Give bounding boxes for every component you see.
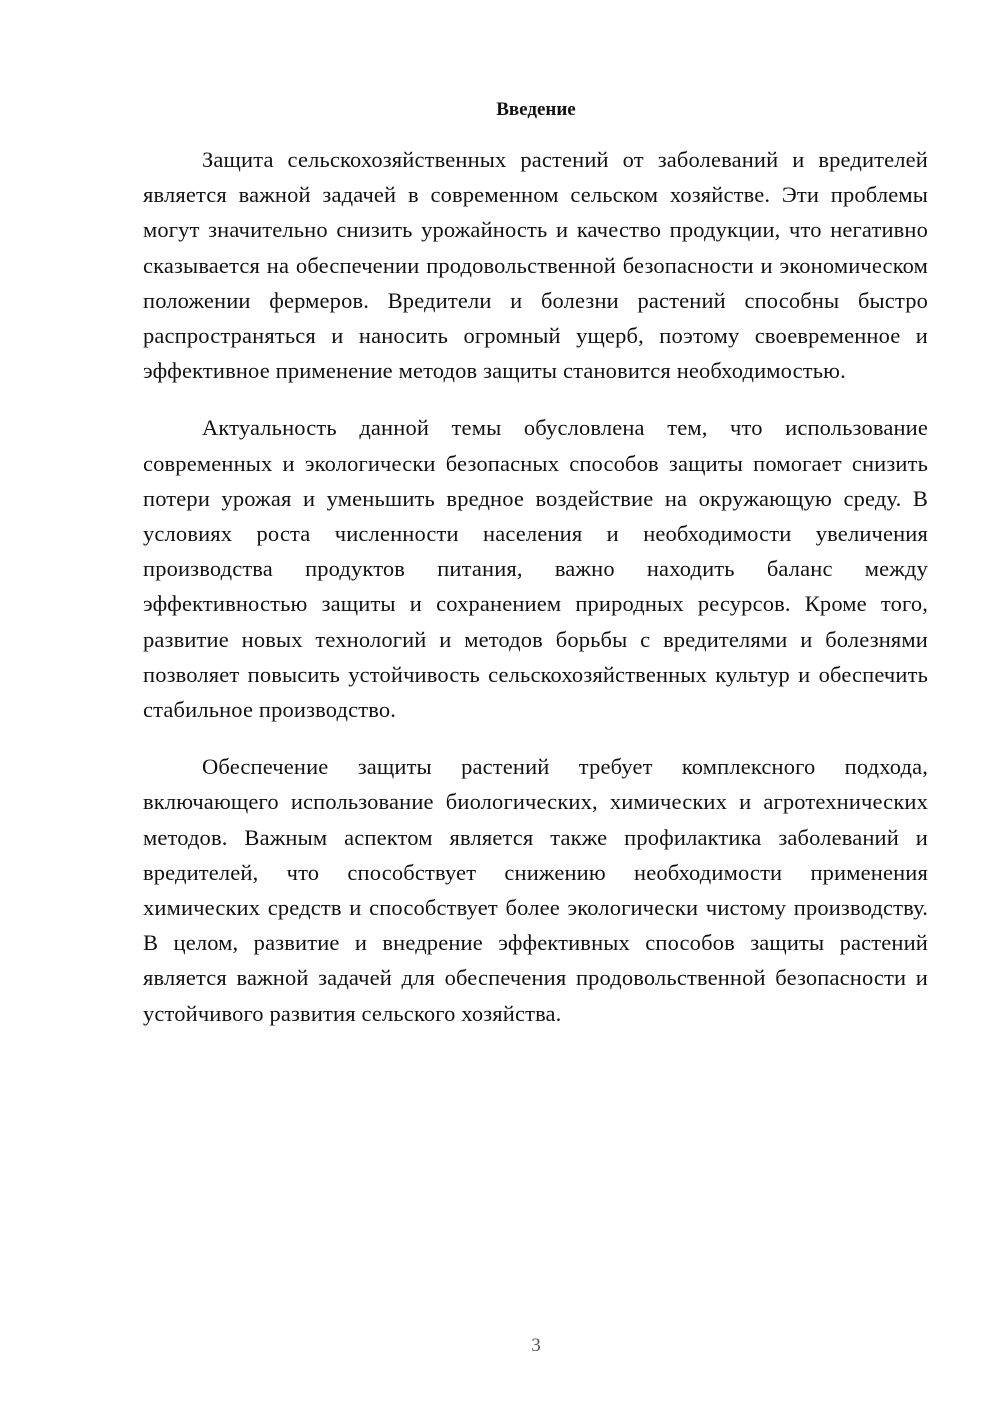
- paragraph-3: Обеспечение защиты растений требует комплексного подхода, включающего использование биологических, химических и агротехнических методов. Важным аспектом является также профилактика заболеваний и вредителей, что способствует снижению необходимости применения химических средств и способствует более экологически чистому производству. В целом, развитие и внедрение эффективных способов защиты растений является важной задачей для обеспечения продовольственной безопасности и устойчивого развития сельского хозяйства.: [143, 754, 928, 1026]
- section-heading: Введение: [496, 99, 576, 120]
- paragraph-2: Актуальность данной темы обусловлена тем, что использование современных и экологически безопасных способов защиты помогает снизить потери урожая и уменьшить вредное воздействие на окружающую среду. В условиях роста численности населения и необходимости увеличения производства продуктов питания, важно находить баланс между эффективностью защиты и сохранением природных ресурсов. Кроме того, развитие новых технологий и методов борьбы с вредителями и болезнями позволяет повысить устойчивость сельскохозяйственных культур и обеспечить стабильное производство.: [143, 415, 928, 723]
- paragraph-1: Защита сельскохозяйственных растений от заболеваний и вредителей является важной задачей в современном сельском хозяйстве. Эти проблемы могут значительно снизить урожайность и качество продукции, что негативно сказывается на обеспечении продовольственной безопасности и экономическом положении фермеров. Вредители и болезни растений способны быстро распространяться и наносить огромный ущерб, поэтому своевременное и эффективное применение методов защиты становится необходимостью.: [143, 147, 928, 384]
- page-number: 3: [531, 1335, 541, 1356]
- body-text: [143, 142, 928, 1031]
